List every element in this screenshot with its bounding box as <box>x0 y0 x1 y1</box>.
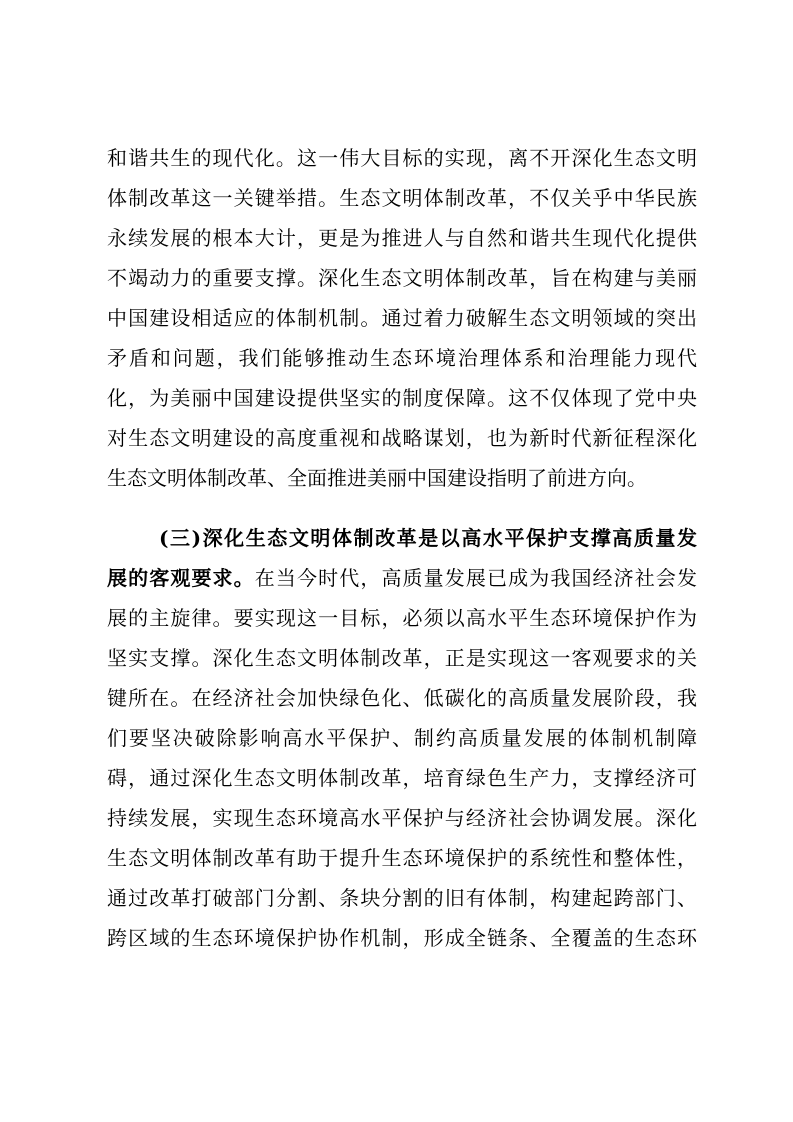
section-heading-end: 展的客观要求。 <box>107 566 255 590</box>
text-line: 不竭动力的重要支撑。深化生态文明体制改革，旨在构建与美丽 <box>107 266 697 290</box>
text-line: 坚实支撑。深化生态文明体制改革，正是实现这一客观要求的关 <box>107 646 697 670</box>
text-line <box>107 560 697 596</box>
text-line: 们要坚决破除影响高水平保护、制约高质量发展的体制机制障 <box>107 726 697 750</box>
text-line: 矛盾和问题，我们能够推动生态环境治理体系和治理能力现代 <box>107 346 697 370</box>
text-span: 在当今时代，高质量发展已成为我国经济社会发 <box>254 566 698 590</box>
section-heading: (三)深化生态文明体制改革是以高水平保护支撑高质量发 <box>159 526 697 550</box>
text-line: 体制改革这一关键举措。生态文明体制改革，不仅关乎中华民族 <box>107 186 697 210</box>
text-line: 跨区域的生态环境保护协作机制，形成全链条、全覆盖的生态环 <box>107 926 697 950</box>
text-line: 化，为美丽中国建设提供坚实的制度保障。这不仅体现了党中央 <box>107 386 697 410</box>
text-line: 键所在。在经济社会加快绿色化、低碳化的高质量发展阶段，我 <box>107 686 697 710</box>
text-line: 持续发展，实现生态环境高水平保护与经济社会协调发展。深化 <box>107 806 697 830</box>
text-line: 生态文明体制改革、全面推进美丽中国建设指明了前进方向。 <box>107 466 647 490</box>
text-line: 和谐共生的现代化。这一伟大目标的实现，离不开深化生态文明 <box>107 146 697 170</box>
text-line: 对生态文明建设的高度重视和战略谋划，也为新时代新征程深化 <box>107 426 697 450</box>
text-line: 碍，通过深化生态文明体制改革，培育绿色生产力，支撑经济可 <box>107 766 697 790</box>
text-line: 中国建设相适应的体制机制。通过着力破解生态文明领域的突出 <box>107 306 697 330</box>
text-line: 永续发展的根本大计，更是为推进人与自然和谐共生现代化提供 <box>107 226 697 250</box>
text-line: 展的主旋律。要实现这一目标，必须以高水平生态环境保护作为 <box>107 606 697 630</box>
text-line: 生态文明体制改革有助于提升生态环境保护的系统性和整体性， <box>107 846 697 870</box>
text-line: 通过改革打破部门分割、条块分割的旧有体制，构建起跨部门、 <box>107 886 697 910</box>
